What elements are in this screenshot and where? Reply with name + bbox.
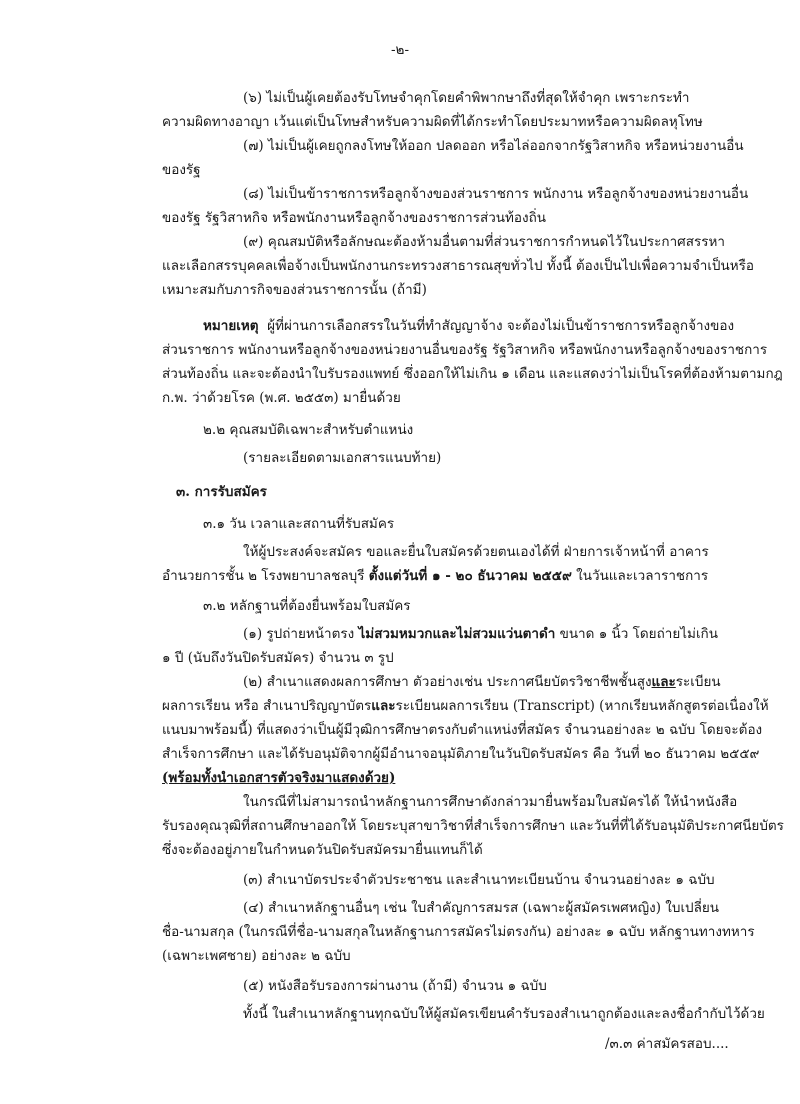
note-text-1: ผู้ที่ผ่านการเลือกสรรในวันที่ทำสัญญาจ้าง จะต้องไม่เป็นข้าราชการหรือลูกจ้างของ [267, 318, 735, 334]
section-3-1-line-1: ให้ผู้ประสงค์จะสมัคร ขอและยื่นใบสมัครด้วยตนเองได้ที่ ฝ่ายการเจ้าหน้าที่ อาคาร [243, 544, 709, 560]
section-2-2-detail: (รายละเอียดตามเอกสารแนบท้าย) [243, 450, 442, 466]
item-2-line-4: สำเร็จการศึกษา และได้รับอนุมัติจากผู้มีอำนาจอนุมัติภายในวันปิดรับสมัคร คือ วันที่ ๒๐ ธันวาคม ๒๕๕๙ [162, 746, 760, 762]
note-line-4: ก.พ. ว่าด้วยโรค (พ.ศ. ๒๕๕๓) มายื่นด้วย [162, 390, 401, 406]
qual-8-line-2: ของรัฐ รัฐวิสาหกิจ หรือพนักงานหรือลูกจ้างของราชการส่วนท้องถิ่น [162, 210, 547, 226]
continued-marker: /๓.๓ ค่าสมัครสอบ.... [605, 1036, 729, 1052]
qual-7-line-2: ของรัฐ [162, 162, 201, 178]
page-number: -๒- [390, 42, 410, 58]
section-3-1-line-2-c: ในวันและเวลาราชการ [571, 568, 709, 584]
item-1-line-1 [243, 624, 718, 644]
qual-9-line-1: (๙) คุณสมบัติหรือลักษณะต้องห้ามอื่นตามที่ส่วนราชการกำหนดไว้ในประกาศสรรหา [243, 234, 725, 250]
application-dates: ตั้งแต่วันที่ ๑ - ๒๐ ธันวาคม ๒๕๕๙ [368, 568, 572, 584]
section-2-2-title: ๒.๒ คุณสมบัติเฉพาะสำหรับตำแหน่ง [203, 422, 414, 438]
item-4-line-3: (เฉพาะเพศชาย) อย่างละ ๒ ฉบับ [162, 948, 351, 964]
item-2-l1-and: และ [651, 674, 676, 690]
item-2-l2-a: ผลการเรียน หรือ สำเนาปริญญาบัตร [162, 698, 372, 714]
item-2-l1-a: (๒) สำเนาแสดงผลการศึกษา ตัวอย่างเช่น ประกาศนียบัตรวิชาชีพชั้นสูง [243, 674, 652, 690]
item-2-l2-and: และ [371, 698, 396, 714]
item-4-line-2: ชื่อ-นามสกุล (ในกรณีที่ชื่อ-นามสกุลในหลักฐานการสมัครไม่ตรงกัน) อย่างละ ๑ ฉบับ หลักฐานทางทหาร [162, 924, 755, 940]
item-2-line-3: แนบมาพร้อมนี้) ที่แสดงว่าเป็นผู้มีวุฒิการศึกษาตรงกับตำแหน่งที่สมัคร จำนวนอย่างละ ๒ ฉบับ โดยจะต้อง [162, 722, 763, 738]
education-paragraph-line-1: ในกรณีที่ไม่สามารถนำหลักฐานการศึกษาดังกล่าวมายื่นพร้อมใบสมัครได้ ให้นำหนังสือ [243, 794, 738, 810]
item-2-line-1 [243, 672, 721, 692]
note-line-1 [203, 316, 734, 336]
item-5: (๕) หนังสือรับรองการผ่านงาน (ถ้ามี) จำนวน ๑ ฉบับ [243, 978, 547, 994]
qual-9-line-3: เหมาะสมกับภารกิจของส่วนราชการนั้น (ถ้ามี) [162, 282, 427, 298]
education-paragraph-line-3: ซึ่งจะต้องอยู่ภายในกำหนดวันปิดรับสมัครมายื่นแทนก็ได้ [162, 842, 483, 858]
note-line-2: ส่วนราชการ พนักงานหรือลูกจ้างของหน่วยงานอื่นของรัฐ รัฐวิสาหกิจ หรือพนักงานหรือลูกจ้างของราชการ [162, 342, 768, 358]
item-4-line-1: (๔) สำเนาหลักฐานอื่นๆ เช่น ใบสำคัญการสมรส (เฉพาะผู้สมัครเพศหญิง) ใบเปลี่ยน [243, 900, 720, 916]
qual-7-line-1: (๗) ไม่เป็นผู้เคยถูกลงโทษให้ออก ปลดออก หรือไล่ออกจากรัฐวิสาหกิจ หรือหน่วยงานอื่น [243, 138, 744, 154]
education-paragraph-line-2: รับรองคุณวุฒิที่สถานศึกษาออกให้ โดยระบุสาขาวิชาที่สำเร็จการศึกษา และวันที่ที่ได้รับอนุมัติประกาศนียบัตร [162, 818, 784, 834]
item-2-l2-c: ระเบียนผลการเรียน (Transcript) (หากเรียนหลักสูตรต่อเนื่องให้ [395, 698, 769, 714]
certification-note: ทั้งนี้ ในสำเนาหลักฐานทุกฉบับให้ผู้สมัครเขียนคำรับรองสำเนาถูกต้องและลงชื่อกำกับไว้ด้วย [243, 1006, 765, 1022]
section-3-1-line-2-a: อำนวยการชั้น ๒ โรงพยาบาลชลบุรี [162, 568, 369, 584]
item-1-line-2: ๑ ปี (นับถึงวันปิดรับสมัคร) จำนวน ๓ รูป [162, 650, 394, 666]
item-2-line-2 [162, 696, 769, 716]
item-3: (๓) สำเนาบัตรประจำตัวประชาชน และสำเนาทะเบียนบ้าน จำนวนอย่างละ ๑ ฉบับ [243, 872, 715, 888]
qual-6-line-2: ความผิดทางอาญา เว้นแต่เป็นโทษสำหรับความผิดที่ได้กระทำโดยประมาทหรือความผิดลหุโทษ [162, 114, 703, 130]
item-2-l1-c: ระเบียน [675, 674, 721, 690]
note-label: หมายเหตุ [203, 318, 259, 334]
section-3-2-title: ๓.๒ หลักฐานที่ต้องยื่นพร้อมใบสมัคร [203, 598, 411, 614]
item-2-line-5: (พร้อมทั้งนำเอกสารตัวจริงมาแสดงด้วย) [162, 770, 396, 786]
qual-9-line-2: และเลือกสรรบุคคลเพื่อจ้างเป็นพนักงานกระทรวงสาธารณสุขทั่วไป ทั้งนี้ ต้องเป็นไปเพื่อความจำเป็นหรือ [162, 258, 754, 274]
section-3-1-line-2 [162, 566, 708, 586]
qual-8-line-1: (๘) ไม่เป็นข้าราชการหรือลูกจ้างของส่วนราชการ พนักงาน หรือลูกจ้างของหน่วยงานอื่น [243, 186, 749, 202]
item-1-emphasis: ไม่สวมหมวกและไม่สวมแว่นตาดำ [358, 626, 556, 642]
note-line-3: ส่วนท้องถิ่น และจะต้องนำใบรับรองแพทย์ ซึ่งออกให้ไม่เกิน ๑ เดือน และแสดงว่าไม่เป็นโรคที่ต้องห้ามตามกฎ [162, 366, 783, 382]
item-1-a: (๑) รูปถ่ายหน้าตรง [243, 626, 359, 642]
qual-6-line-1: (๖) ไม่เป็นผู้เคยต้องรับโทษจำคุกโดยคำพิพากษาถึงที่สุดให้จำคุก เพราะกระทำ [243, 90, 690, 106]
section-3-1-title: ๓.๑ วัน เวลาและสถานที่รับสมัคร [203, 516, 395, 532]
section-3-title: ๓. การรับสมัคร [176, 484, 267, 500]
item-1-c: ขนาด ๑ นิ้ว โดยถ่ายไม่เกิน [555, 626, 718, 642]
